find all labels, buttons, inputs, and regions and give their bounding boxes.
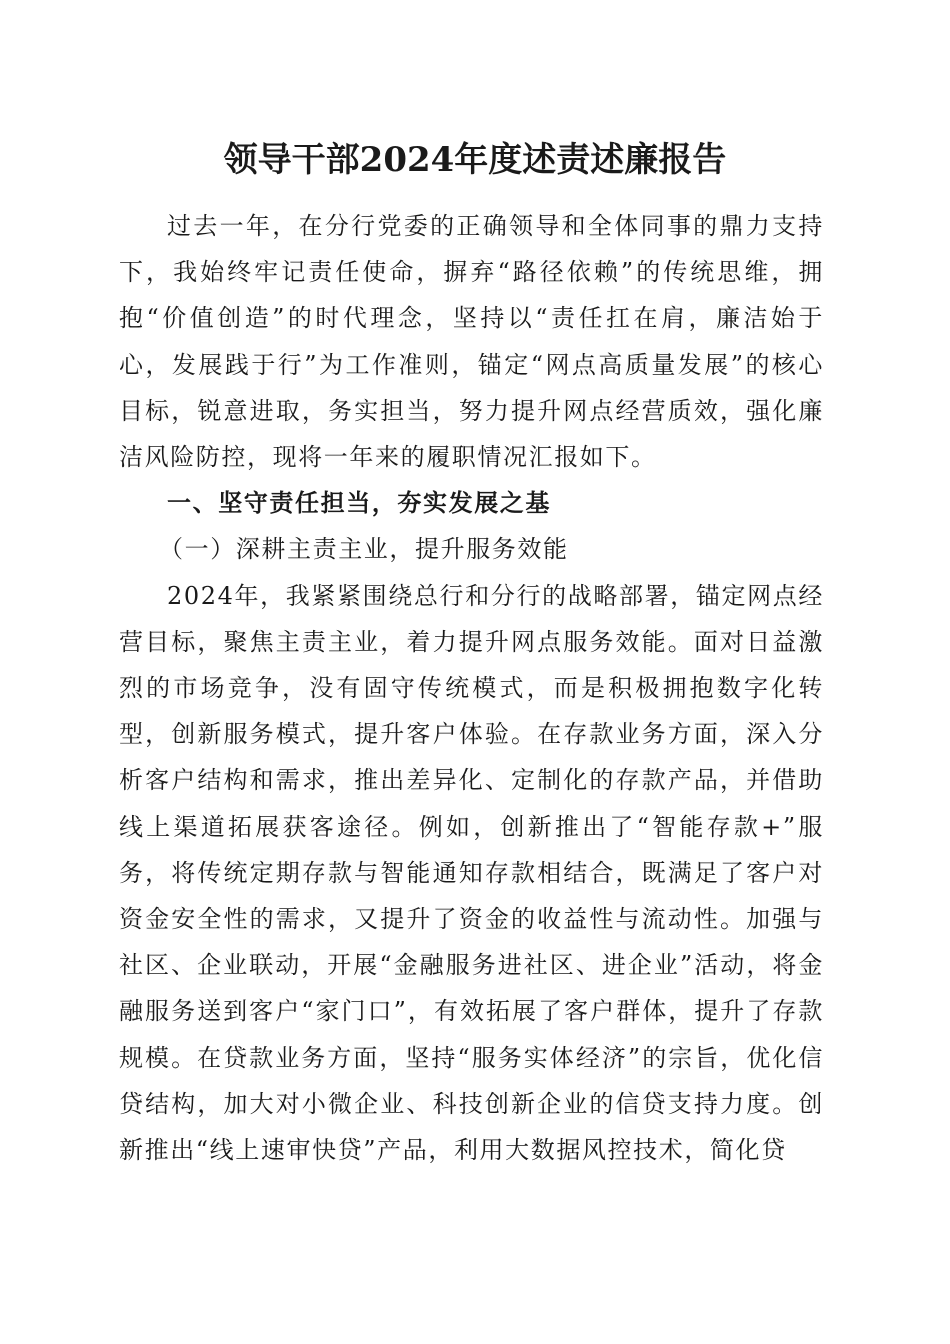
intro-paragraph: 过去一年，在分行党委的正确领导和全体同事的鼎力支持下，我始终牢记责任使命，摒弃“路径依赖”的传统思维，拥抱“价值创造”的时代理念，坚持以“责任扛在肩，廉洁始于心，发展践于行”为工作准则，锚定“网点高质量发展”的核心目标，锐意进取，务实担当，努力提升网点经营质效，强化廉洁风险防控，现将一年来的履职情况汇报如下。 [119,212,824,472]
document-title: 领导干部2024年度述责述廉报告 [223,140,727,180]
section-heading-1: 一、坚守责任担当，夯实发展之基 [167,489,551,518]
document-body [119,203,824,1173]
subsection-heading-1: （一）深耕主责主业，提升服务效能 [159,535,569,564]
body-paragraph: 2024年，我紧紧围绕总行和分行的战略部署，锚定网点经营目标，聚焦主责主业，着力提升网点服务效能。面对日益激烈的市场竞争，没有固守传统模式，而是积极拥抱数字化转型，创新服务模式，提升客户体验。在存款业务方面，深入分析客户结构和需求，推出差异化、定制化的存款产品，并借助线上渠道拓展获客途径。例如，创新推出了“智能存款+”服务，将传统定期存款与智能通知存款相结合，既满足了客户对资金安全性的需求，又提升了资金的收益性与流动性。加强与社区、企业联动，开展“金融服务进社区、进企业”活动，将金融服务送到客户“家门口”，有效拓展了客户群体，提升了存款规模。在贷款业务方面，坚持“服务实体经济”的宗旨，优化信贷结构，加大对小微企业、科技创新企业的信贷支持力度。创新推出“线上速审快贷”产品，利用大数据风控技术，简化贷 [119,581,824,1165]
